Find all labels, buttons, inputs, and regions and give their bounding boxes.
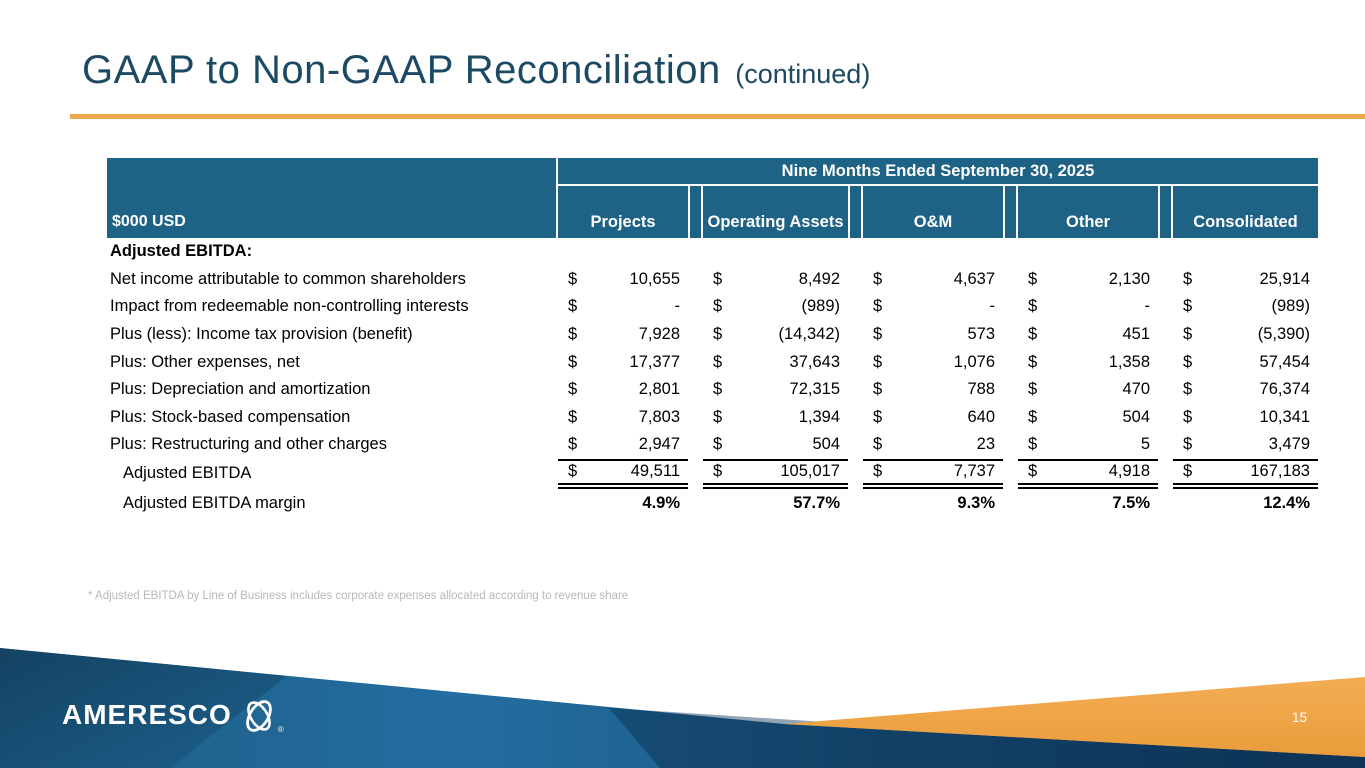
cell-value: 2,130 [1108,269,1150,288]
row-label: Adjusted EBITDA [123,464,252,483]
currency-symbol: $ [568,407,578,426]
currency-symbol: $ [568,297,578,316]
cell-om [863,266,1003,294]
cell-om [863,431,1003,459]
cell-projects [558,293,688,321]
currency-symbol: $ [713,380,723,399]
cell-other [1018,293,1158,321]
cell-other [1018,348,1158,376]
cell-om [863,376,1003,404]
currency-symbol: $ [873,352,883,371]
cell-value: 10,341 [1259,407,1310,426]
cell-consolidated [1173,266,1318,294]
currency-symbol: $ [873,325,883,344]
period-columns [558,158,1318,238]
cell-value: 1,076 [953,352,995,371]
cell-value: (5,390) [1257,325,1310,344]
currency-symbol: $ [873,380,883,399]
cell-projects [558,431,688,459]
row-label: Plus: Depreciation and amortization [110,380,371,399]
cell-value: 5 [1140,435,1150,454]
currency-symbol: $ [1183,435,1193,454]
cell-value: 3,479 [1268,435,1310,454]
row-label: Plus (less): Income tax provision (benefit) [110,325,413,344]
currency-symbol: $ [1028,407,1038,426]
cell-value: 23 [976,435,995,454]
cell-value: - [989,297,995,316]
ameresco-logo [62,694,284,736]
cell-value: 17,377 [629,352,680,371]
currency-symbol: $ [1183,297,1193,316]
cell-value: 504 [812,435,840,454]
cell-consolidated [1173,459,1318,489]
row-label: Adjusted EBITDA margin [123,494,306,513]
period-header: Nine Months Ended September 30, 2025 [558,158,1318,186]
total-row [107,459,1318,489]
title-text: GAAP to Non-GAAP Reconciliation [82,48,721,92]
title-suffix: (continued) [735,59,871,89]
cell-value: 72,315 [789,380,840,399]
cell-om [863,459,1003,489]
row-label: Plus: Stock-based compensation [110,407,351,426]
currency-symbol: $ [1028,352,1038,371]
row-label: Net income attributable to common shareholders [110,269,466,288]
cell-projects: 4.9% [642,494,680,513]
currency-symbol: $ [568,325,578,344]
cell-consolidated: 12.4% [1263,494,1310,513]
globe-swirl-icon [238,695,280,737]
cell-other [1018,321,1158,349]
column-spacer [688,186,703,238]
currency-symbol: $ [1028,380,1038,399]
cell-value: 788 [967,380,995,399]
cell-value: 4,918 [1108,462,1150,481]
cell-projects [558,376,688,404]
currency-symbol: $ [1183,269,1193,288]
currency-symbol: $ [568,380,578,399]
logo-wordmark: AMERESCO [62,699,232,730]
cell-value: 76,374 [1259,380,1310,399]
cell-value: 451 [1122,325,1150,344]
currency-symbol: $ [713,462,723,481]
currency-symbol: $ [713,435,723,454]
cell-consolidated [1173,293,1318,321]
table-row [107,376,1318,404]
margin-row [107,489,1318,519]
row-label: Impact from redeemable non-controlling interests [110,297,469,316]
cell-operating-assets [703,321,848,349]
reconciliation-table [107,158,1318,519]
units-label: $000 USD [107,158,558,238]
currency-symbol: $ [1028,297,1038,316]
table-row [107,348,1318,376]
cell-value: - [1144,297,1150,316]
currency-symbol: $ [873,435,883,454]
cell-value: 105,017 [780,462,840,481]
cell-om [863,321,1003,349]
currency-symbol: $ [1028,435,1038,454]
cell-value: 25,914 [1259,269,1310,288]
page-number: 15 [1291,710,1307,725]
table-row [107,431,1318,459]
cell-value: 1,358 [1108,352,1150,371]
column-header-other: Other [1065,212,1110,231]
cell-operating-assets [703,348,848,376]
column-header-om: O&M [913,212,953,231]
currency-symbol: $ [1183,325,1193,344]
page-title [82,48,870,93]
cell-value: 7,928 [638,325,680,344]
currency-symbol: $ [713,297,723,316]
cell-consolidated [1173,321,1318,349]
cell-other [1018,431,1158,459]
cell-value: 470 [1122,380,1150,399]
cell-value: 1,394 [798,407,840,426]
section-label: Adjusted EBITDA: [110,242,253,261]
cell-value: 8,492 [798,269,840,288]
currency-symbol: $ [1028,325,1038,344]
cell-value: 640 [967,407,995,426]
cell-value: - [674,297,680,316]
currency-symbol: $ [568,352,578,371]
cell-value: 2,947 [638,435,680,454]
currency-symbol: $ [873,269,883,288]
column-spacer [848,186,863,238]
section-row [107,238,1318,266]
currency-symbol: $ [1183,462,1193,481]
currency-symbol: $ [1028,269,1038,288]
currency-symbol: $ [1183,407,1193,426]
cell-value: 573 [967,325,995,344]
table-row [107,404,1318,432]
cell-operating-assets [703,431,848,459]
column-header-projects: Projects [590,212,656,231]
cell-operating-assets: 57.7% [793,494,840,513]
currency-symbol: $ [713,325,723,344]
currency-symbol: $ [873,297,883,316]
cell-operating-assets [703,266,848,294]
currency-symbol: $ [713,269,723,288]
currency-symbol: $ [1028,462,1038,481]
registered-mark: ® [277,725,284,734]
cell-consolidated [1173,431,1318,459]
cell-value: (989) [801,297,840,316]
column-header-operating-assets: Operating Assets [707,212,844,231]
cell-value: 2,801 [638,380,680,399]
cell-operating-assets [703,459,848,489]
currency-symbol: $ [1183,380,1193,399]
cell-value: 37,643 [789,352,840,371]
cell-projects [558,459,688,489]
currency-symbol: $ [713,352,723,371]
row-label: Plus: Restructuring and other charges [110,435,387,454]
cell-value: 49,511 [630,462,680,481]
cell-value: 504 [1122,407,1150,426]
cell-projects [558,321,688,349]
cell-operating-assets [703,404,848,432]
cell-projects [558,266,688,294]
column-headers [558,186,1318,238]
column-header-consolidated: Consolidated [1193,212,1298,231]
cell-projects [558,404,688,432]
cell-consolidated [1173,376,1318,404]
cell-value: 7,737 [953,462,995,481]
footer-artwork [0,618,1365,768]
currency-symbol: $ [568,269,578,288]
currency-symbol: $ [713,407,723,426]
currency-symbol: $ [1183,352,1193,371]
table-row [107,321,1318,349]
cell-om [863,293,1003,321]
cell-projects [558,348,688,376]
cell-value: (14,342) [778,325,840,344]
table-row [107,293,1318,321]
title-divider [70,114,1365,119]
cell-operating-assets [703,376,848,404]
cell-om [863,348,1003,376]
currency-symbol: $ [568,435,578,454]
currency-symbol: $ [873,462,883,481]
cell-value: 57,454 [1259,352,1310,371]
row-label: Plus: Other expenses, net [110,352,300,371]
currency-symbol: $ [568,462,578,481]
cell-other [1018,404,1158,432]
cell-other: 7.5% [1112,494,1150,513]
footnote: * Adjusted EBITDA by Line of Business includes corporate expenses allocated according to revenue share [88,590,629,602]
cell-operating-assets [703,293,848,321]
table-header [107,158,1318,238]
cell-value: 10,655 [629,269,680,288]
table-body [107,238,1318,519]
cell-consolidated [1173,348,1318,376]
cell-value: 7,803 [638,407,680,426]
cell-other [1018,459,1158,489]
cell-consolidated [1173,404,1318,432]
cell-om: 9.3% [957,494,995,513]
currency-symbol: $ [873,407,883,426]
column-spacer [1158,186,1173,238]
table-row [107,266,1318,294]
cell-other [1018,376,1158,404]
cell-value: (989) [1271,297,1310,316]
column-spacer [1003,186,1018,238]
cell-om [863,404,1003,432]
cell-value: 167,183 [1250,462,1310,481]
cell-value: 4,637 [953,269,995,288]
cell-other [1018,266,1158,294]
